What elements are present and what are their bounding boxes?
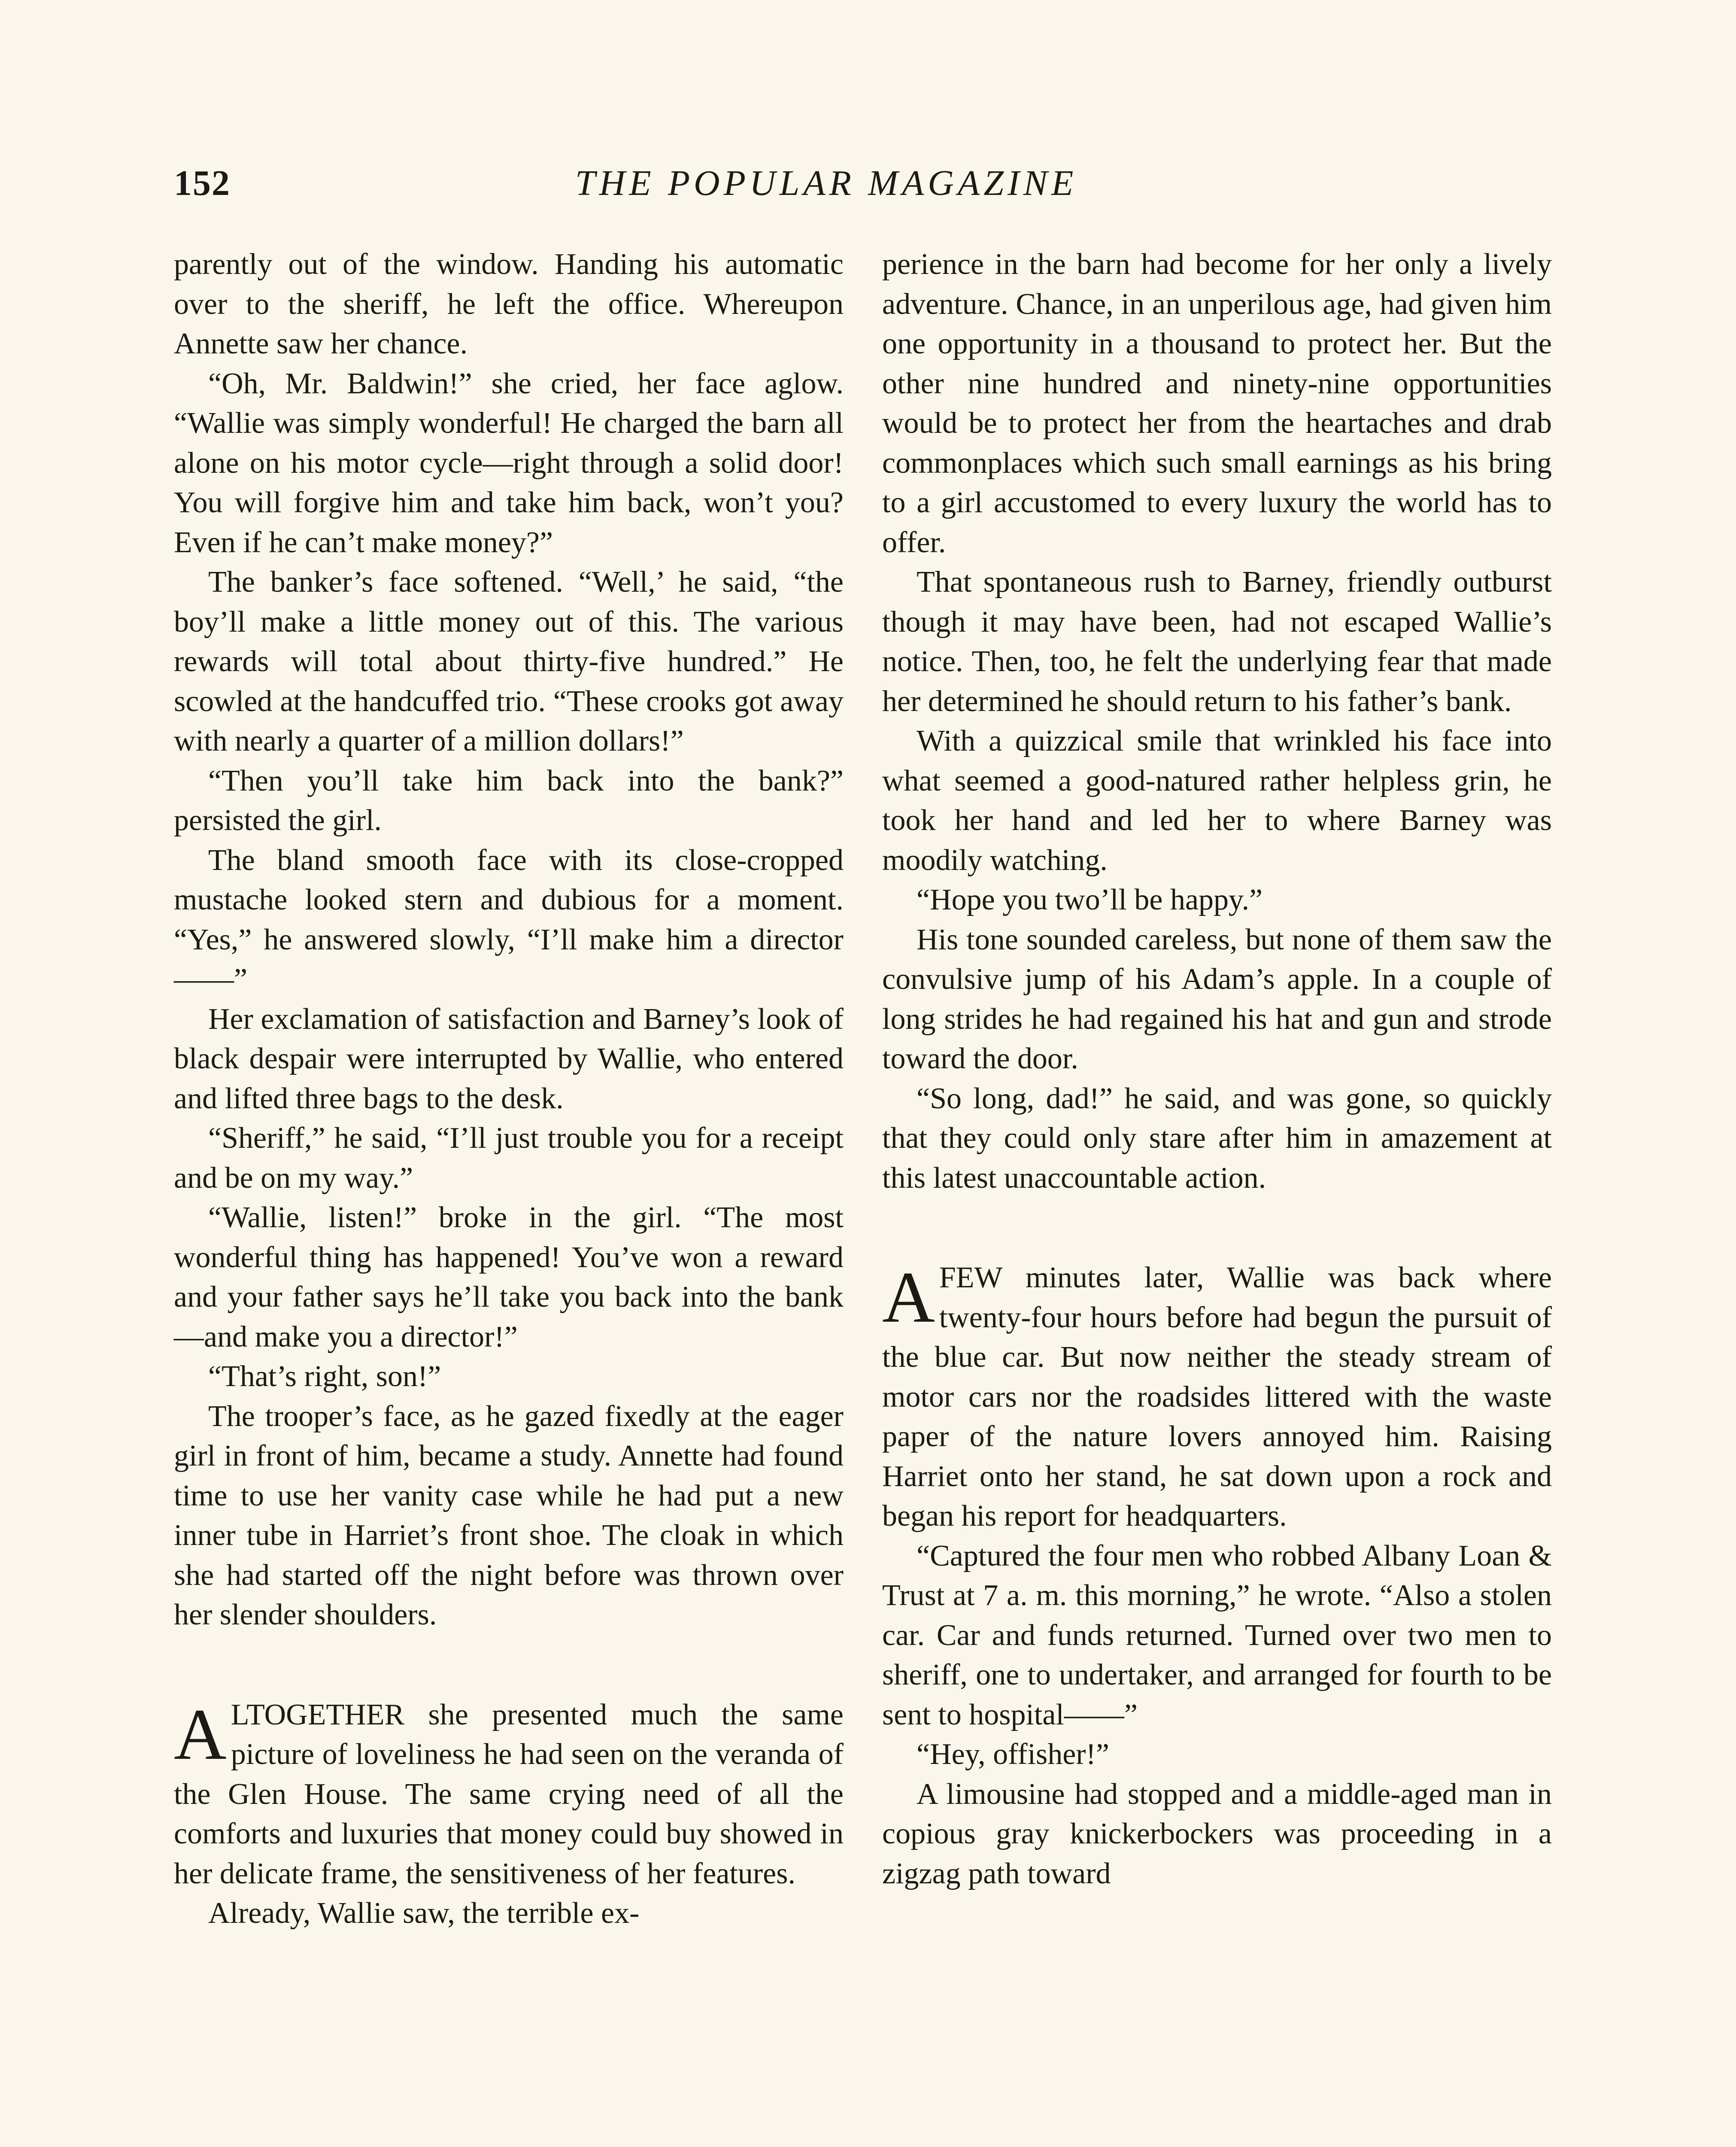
page-number: 152: [174, 163, 231, 203]
left-column: [174, 245, 844, 2147]
paragraph-text: LTOGETHER she presented much the same picture of loveliness he had seen on the veranda of the Glen House. The same crying need of all the comforts and luxuries that money could buy showed in her delicate frame, the sensitiveness of her features.: [174, 1698, 844, 1890]
paragraph: The banker’s face softened. “Well,’ he said, “the boy’ll make a little money out of this. The various rewards will total about thirty-five hundred.” He scowled at the handcuffed trio. “These crooks got away with nearly a quarter of a million dollars!”: [174, 566, 844, 757]
paragraph-text: FEW minutes later, Wallie was back where twenty-four hours before had begun the pursuit of the blue car. But now neither the steady stream of motor cars nor the roadsides littered with the waste paper of the nature lovers annoyed him. Raising Harriet onto her stand, he sat down upon a rock and began his report for headquarters.: [882, 1261, 1552, 1533]
paragraph: “Hey, offisher!”: [917, 1738, 1109, 1771]
paragraph: The trooper’s face, as he gazed fixedly at the eager girl in front of him, became a study. Annette had found time to use her vanity case while he had put a new inner tube in Harriet’s front shoe. The cloak in which she had started off the night before was thrown over her slender shoulders.: [174, 1399, 844, 1631]
paragraph: “Then you’ll take him back into the bank?” persisted the girl.: [174, 764, 844, 837]
paragraph: “So long, dad!” he said, and was gone, so quickly that they could only stare after him in amazement at this latest unaccountable action.: [882, 1082, 1552, 1195]
paragraph: With a quizzical smile that wrinkled his face into what seemed a good-natured rather helpless grin, he took her hand and led her to where Barney was moodily watching.: [882, 724, 1552, 877]
right-column: [882, 245, 1552, 2147]
paragraph: “Hope you two’ll be happy.”: [917, 883, 1263, 916]
paragraph: “That’s right, son!”: [208, 1360, 441, 1393]
paragraph: “Oh, Mr. Baldwin!” she cried, her face aglow. “Wallie was simply wonderful! He charged the barn all alone on his motor cycle—right through a solid door! You will forgive him and take him back, won’t you? Even if he can’t make money?”: [174, 367, 844, 559]
paragraph: His tone sounded careless, but none of them saw the convulsive jump of his Adam’s apple. In a couple of long strides he had regained his hat and gun and strode toward the door.: [882, 923, 1552, 1075]
paragraph: parently out of the window. Handing his automatic over to the sheriff, he left the office. Whereupon Annette saw her chance.: [174, 248, 844, 360]
paragraph: A limousine had stopped and a middle-aged man in copious gray knickerbockers was proceeding in a zigzag path toward: [882, 1777, 1552, 1890]
section-paragraph: [882, 1258, 1552, 1536]
paragraph: “Captured the four men who robbed Albany Loan & Trust at 7 a. m. this morning,” he wrote. “Also a stolen car. Car and funds returned. Turned over two men to sheriff, one to undertaker, and arranged for fourth to be sent to hospital——”: [882, 1539, 1552, 1731]
paragraph: Already, Wallie saw, the terrible ex-: [208, 1897, 640, 1930]
paragraph: “Sheriff,” he said, “I’ll just trouble you for a receipt and be on my way.”: [174, 1122, 844, 1195]
section-paragraph: [174, 1695, 844, 1894]
paragraph: “Wallie, listen!” broke in the girl. “The most wonderful thing has happened! You’ve won a reward and your father says he’ll take you back into the bank—and make you a director!”: [174, 1201, 844, 1353]
running-title: THE POPULAR MAGAZINE: [575, 163, 1077, 203]
paragraph: The bland smooth face with its close-cropped mustache looked stern and dubious for a moment. “Yes,” he answered slowly, “I’ll make him a director——”: [174, 843, 844, 996]
drop-cap: A: [882, 1257, 935, 1338]
paragraph: perience in the barn had become for her only a lively adventure. Chance, in an unperilous age, had given him one opportunity in a thousand to protect her. But the other nine hundred and ninety-nine opportunities would be to protect her from the heartaches and drab commonplaces which such small earnings as his bring to a girl accustomed to every luxury the world has to offer.: [882, 248, 1552, 559]
paragraph: Her exclamation of satisfaction and Barney’s look of black despair were interrupted by Wallie, who entered and lifted three bags to the desk.: [174, 1002, 844, 1115]
paragraph: That spontaneous rush to Barney, friendly outburst though it may have been, had not escaped Wallie’s notice. Then, too, he felt the underlying fear that made her determined he should return to his father’s bank.: [882, 566, 1552, 718]
drop-cap: A: [174, 1694, 227, 1775]
